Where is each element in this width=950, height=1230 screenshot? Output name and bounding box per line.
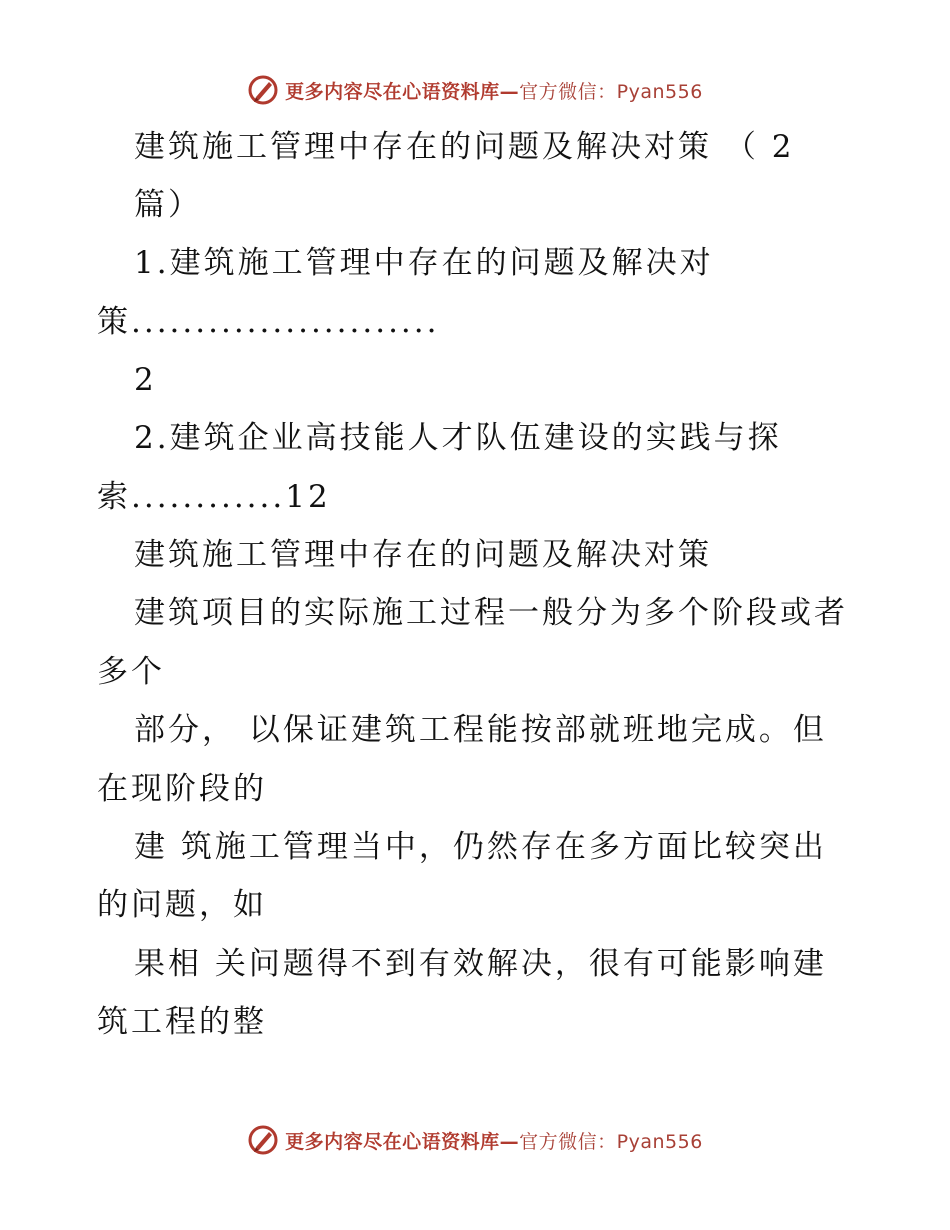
pen-logo-icon: [247, 74, 279, 106]
toc-entry-1-page: 2: [134, 362, 157, 398]
paragraph-line: 建筑项目的实际施工过程一般分为多个阶段或者: [134, 595, 848, 631]
section-heading: 建筑施工管理中存在的问题及解决对策: [134, 537, 712, 573]
banner-wechat: 官方微信：Pyan556: [519, 1130, 703, 1153]
toc-entry-2-line-2: 索............12: [97, 479, 331, 515]
document-title-line-1: 建筑施工管理中存在的问题及解决对策 （ 2: [134, 129, 795, 165]
banner-wechat: 官方微信：Pyan556: [519, 80, 703, 103]
toc-entry-1-line-2: 策........................: [97, 304, 440, 340]
pen-logo-icon: [247, 1124, 279, 1156]
footer-banner: [0, 1120, 950, 1160]
header-banner: [0, 70, 950, 110]
toc-entry-1-line-1: 1.建筑施工管理中存在的问题及解决对: [134, 245, 714, 281]
paragraph-line: 筑工程的整: [97, 1004, 267, 1040]
banner-title: 更多内容尽在心语资料库—: [285, 80, 520, 103]
toc-entry-2-line-1: 2.建筑企业高技能人才队伍建设的实践与探: [134, 420, 782, 456]
document-title-line-2: 篇）: [134, 187, 202, 223]
paragraph-line: 的问题，如: [97, 887, 267, 923]
banner-title: 更多内容尽在心语资料库—: [285, 1130, 520, 1153]
banner-text: [285, 77, 703, 104]
paragraph-line: 果相 关问题得不到有效解决，很有可能影响建: [134, 946, 827, 982]
paragraph-line: 在现阶段的: [97, 771, 267, 807]
banner-text: [285, 1127, 703, 1154]
paragraph-line: 部分， 以保证建筑工程能按部就班地完成。但: [134, 712, 827, 748]
paragraph-line: 多个: [97, 654, 165, 690]
paragraph-line: 建 筑施工管理当中，仍然存在多方面比较突出: [134, 829, 827, 865]
